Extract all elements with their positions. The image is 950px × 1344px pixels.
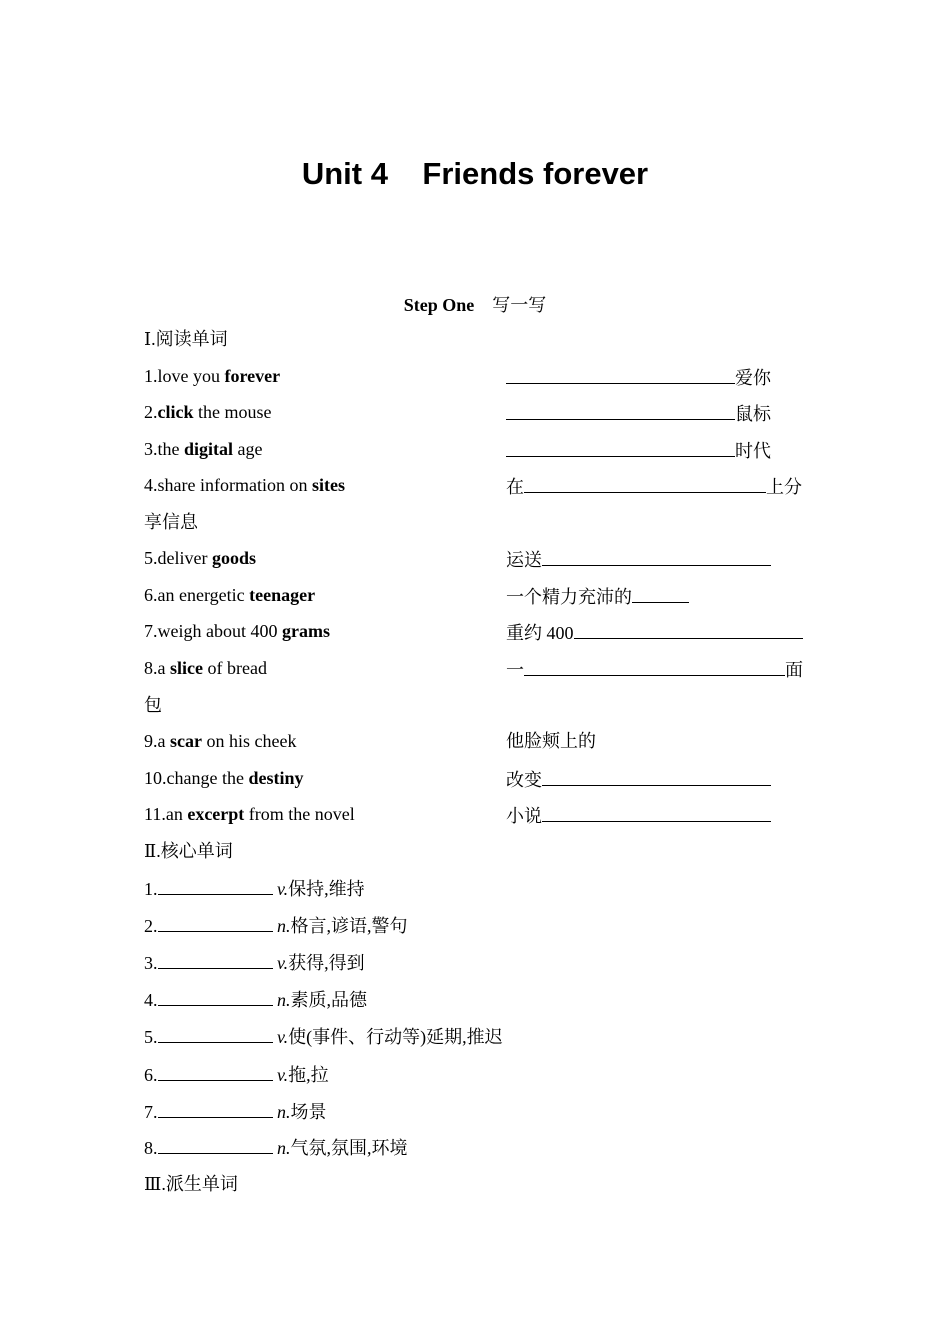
reading-item-6: 6.an energetic teenager [144, 585, 316, 605]
reading-item-9: 9.a scar on his cheek [144, 731, 297, 751]
reading-item-8: 8.a slice of bread [144, 658, 267, 678]
page-title: Unit 4 Friends forever [301, 156, 649, 191]
answer-blank[interactable] [542, 766, 771, 786]
answer-blank[interactable] [158, 949, 273, 969]
core-item-1: 1. v.保持,维持 [144, 875, 365, 899]
answer-blank[interactable] [574, 619, 803, 639]
answer-blank[interactable] [524, 473, 766, 493]
reading-item-5: 5.deliver goods [144, 548, 256, 568]
section-heading-reading: Ⅰ.阅读单词 [144, 329, 228, 349]
reading-answer-6[interactable]: 一个精力充沛的 [506, 583, 689, 607]
reading-answer-5[interactable]: 运送 [506, 546, 771, 570]
answer-blank[interactable] [506, 437, 735, 457]
step-label: Step One [403, 295, 475, 315]
reading-answer-9: 他脸颊上的 [506, 731, 596, 751]
reading-answer-11[interactable]: 小说 [506, 802, 771, 826]
reading-item-11: 11.an excerpt from the novel [144, 804, 355, 824]
reading-item-4-continued: 享信息 [144, 512, 198, 532]
core-item-8: 8. n.气氛,氛围,环境 [144, 1134, 408, 1158]
reading-item-1: 1.love you forever [144, 366, 281, 386]
core-item-6: 6. v.拖,拉 [144, 1061, 329, 1085]
answer-blank[interactable] [506, 364, 735, 384]
answer-blank[interactable] [506, 400, 735, 420]
reading-item-8-continued: 包 [144, 695, 162, 715]
reading-item-3: 3.the digital age [144, 439, 263, 459]
core-item-5: 5. v.使(事件、行动等)延期,推迟 [144, 1023, 503, 1047]
reading-answer-2[interactable]: 鼠标 [506, 400, 771, 424]
reading-item-2: 2.click the mouse [144, 402, 272, 422]
core-item-3: 3. v.获得,得到 [144, 949, 365, 973]
reading-answer-3[interactable]: 时代 [506, 437, 771, 461]
core-item-7: 7. n.场景 [144, 1098, 327, 1122]
answer-blank[interactable] [158, 1023, 273, 1043]
answer-blank[interactable] [158, 1061, 273, 1081]
answer-blank[interactable] [158, 912, 273, 932]
answer-blank[interactable] [542, 546, 771, 566]
answer-blank[interactable] [158, 986, 273, 1006]
reading-answer-4[interactable]: 在 上分 [506, 473, 802, 497]
step-heading [0, 291, 950, 317]
answer-blank[interactable] [158, 1134, 273, 1154]
section-heading-derived: Ⅲ.派生单词 [144, 1174, 238, 1194]
core-item-2: 2. n.格言,谚语,警句 [144, 912, 408, 936]
section-heading-core: Ⅱ.核心单词 [144, 841, 233, 861]
answer-blank[interactable] [158, 1098, 273, 1118]
answer-blank[interactable] [632, 583, 689, 603]
reading-item-7: 7.weigh about 400 grams [144, 621, 330, 641]
answer-blank[interactable] [524, 656, 785, 676]
reading-answer-10[interactable]: 改变 [506, 766, 771, 790]
answer-blank[interactable] [542, 802, 771, 822]
reading-answer-8[interactable]: 一 面 [506, 656, 803, 680]
reading-answer-1[interactable]: 爱你 [506, 364, 771, 388]
core-item-4: 4. n.素质,品德 [144, 986, 367, 1010]
reading-answer-7[interactable]: 重约 400 [506, 619, 803, 643]
reading-item-4: 4.share information on sites [144, 475, 345, 495]
answer-blank[interactable] [158, 875, 273, 895]
reading-item-10: 10.change the destiny [144, 768, 304, 788]
step-subtitle: 写一写 [492, 295, 547, 315]
